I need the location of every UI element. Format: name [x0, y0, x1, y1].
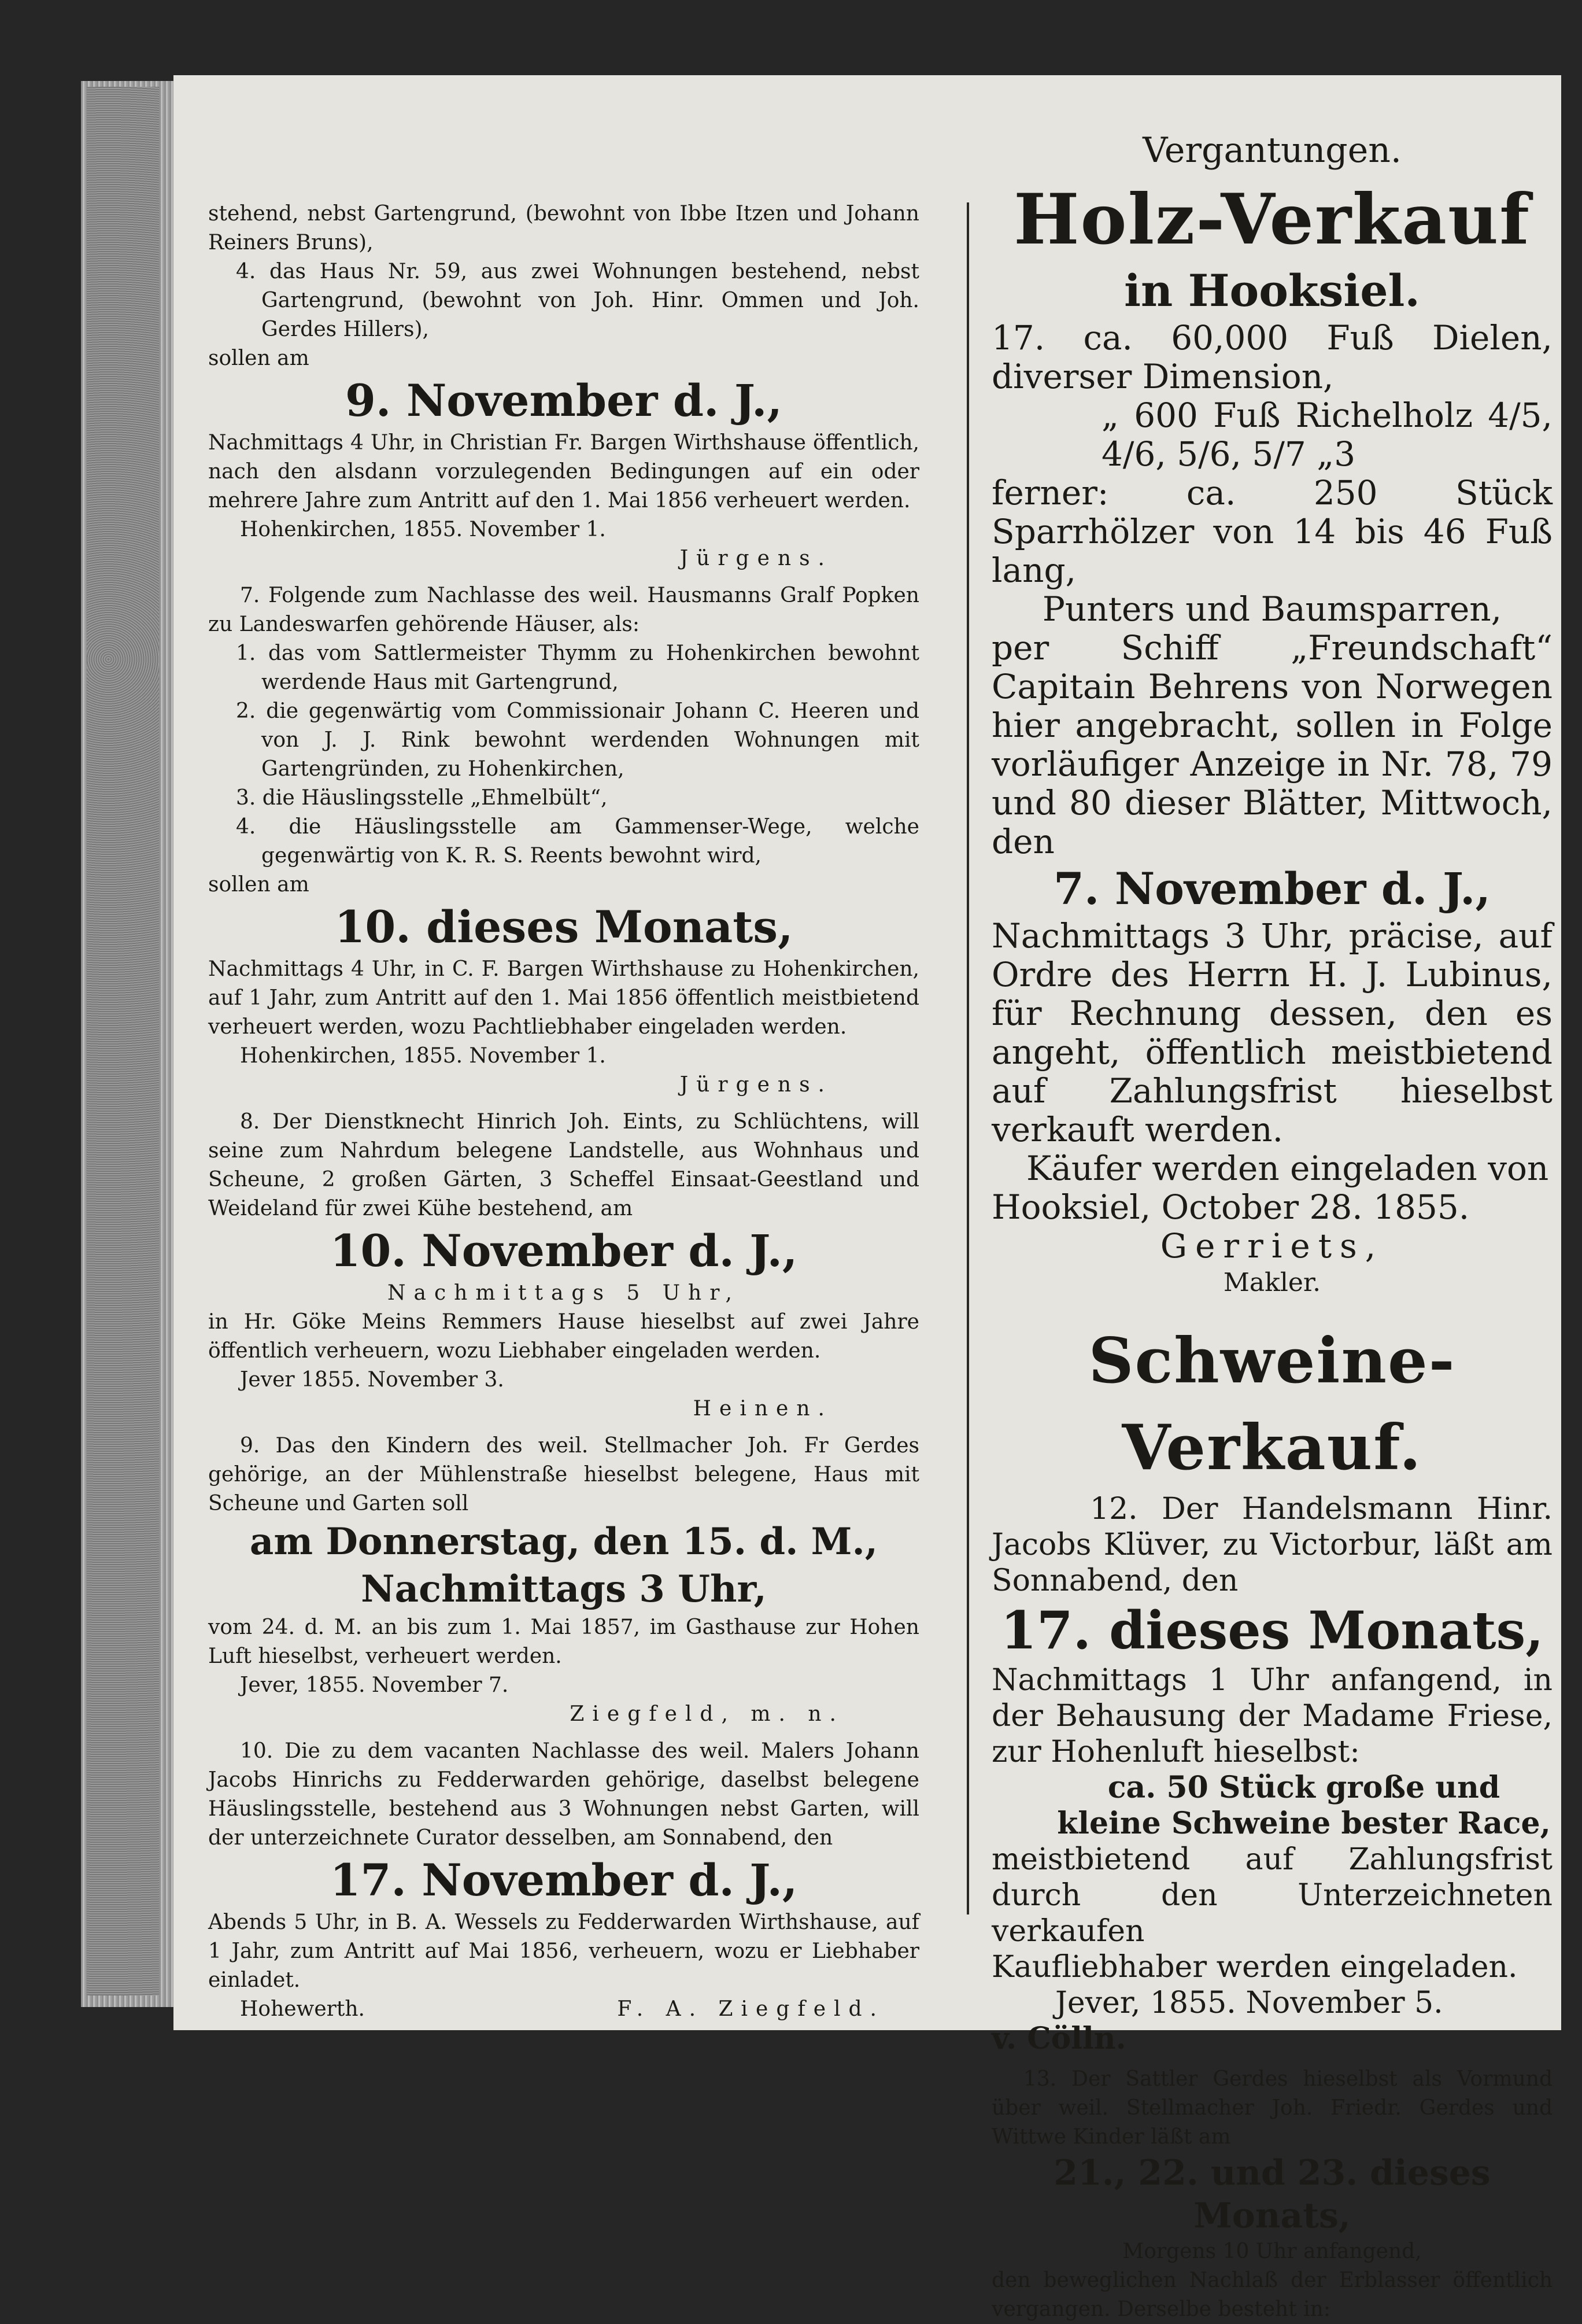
signature: v. Cölln. — [992, 2021, 1126, 2056]
text-block: Abends 5 Uhr, in B. A. Wessels zu Fedderwarden Wirthshause, auf 1 Jahr, zum Antritt auf Mai 1856, verheuern, wozu er Liebhaber einladet. — [208, 1910, 919, 1992]
place-date: Jever 1855. November 3. — [240, 1368, 504, 1392]
notice-text: 10. Die zu dem vacanten Nachlasse des weil. Malers Johann Jacobs Hinrichs zu Fedderwarden gehörige, daselbst belegene Häuslingsstelle, bestehend aus 3 Wohnungen nebst Garten, will der unterzeichnete Curator desselben, am Sonnabend, den — [208, 1739, 919, 1850]
place-date: Hohenkirchen, 1855. November 1. — [240, 518, 606, 541]
column-divider — [967, 202, 969, 1914]
signature: Jürgens. — [679, 547, 833, 570]
signature-line — [208, 1995, 919, 2024]
ad-text: 17. ca. 60,000 Fuß Dielen, diverser Dimension, — [992, 318, 1553, 396]
ad-text: „ 600 Fuß Richelholz 4/5, 4/6, 5/6, 5/7 „3 — [1102, 396, 1553, 474]
signature: Jürgens. — [679, 1073, 833, 1097]
signature: Heinen. — [693, 1397, 833, 1421]
ad-text: ca. 50 Stück große und kleine Schweine bester Race, — [1057, 1770, 1551, 1841]
place-date: Hooksiel, October 28. 1855. — [992, 1187, 1470, 1227]
date-heading: Nachmittags 3 Uhr, — [361, 1567, 767, 1611]
list-item: 3. die Häuslingsstelle „Ehmelbült“, — [236, 786, 608, 810]
date-heading: 21., 22. und 23. dieses Monats, — [1054, 2153, 1491, 2236]
ad-text: meistbietend auf Zahlungsfrist durch den Unterzeichneten verkaufen — [992, 1842, 1553, 1949]
date-heading: 17. dieses Monats, — [1000, 1600, 1544, 1661]
notice-text: 13. Der Sattler Gerdes hieselbst als Vormund über weil. Stellmacher Joh. Friedr. Gerdes und Wittwe Kinder läßt am — [992, 2067, 1553, 2149]
date-heading: am Donnerstag, den 15. d. M., — [249, 1520, 878, 1563]
text-block: in Hr. Göke Meins Remmers Hause hieselbst auf zwei Jahre öffentlich verheuern, wozu Liebhaber eingeladen werden. — [208, 1310, 919, 1363]
date-heading: 10. dieses Monats, — [334, 901, 793, 953]
date-heading: 10. November d. J., — [330, 1225, 798, 1277]
section-title: Vergantungen. — [1143, 130, 1402, 171]
ad-headline: Schweine-Verkauf. — [1088, 1325, 1456, 1484]
notice-text: 8. Der Dienstknecht Hinrich Joh. Eints, zu Schlüchtens, will seine zum Nahrdum belegene Landstelle, aus Wohnhaus und Scheune, 2 großen Gärten, 3 Scheffel Einsaat-Geestland und Weideland für zwei Kühe bestehend, am — [208, 1110, 919, 1220]
ad-text: 12. Der Handelsmann Hinr. Jacobs Klüver, zu Victorbur, läßt am Sonnabend, den — [992, 1492, 1553, 1598]
date-heading: 7. November d. J., — [1054, 863, 1491, 914]
text-block: den beweglichen Nachlaß der Erblasser öffentlich vergangen. Derselbe besteht in: — [992, 2268, 1553, 2321]
place-date: Hohenkirchen, 1855. November 1. — [240, 1044, 606, 1068]
left-column — [208, 200, 919, 2024]
list-item: 4. die Häuslingsstelle am Gammenser-Wege, welche gegenwärtig von K. R. S. Reents bewohnt wird, — [236, 815, 919, 868]
list-item: 1. das vom Sattlermeister Thymm zu Hohenkirchen bewohnt werdende Haus mit Gartengrund, — [236, 641, 919, 694]
right-column — [992, 124, 1553, 2324]
signature-title: Makler. — [1223, 1268, 1321, 1297]
ad-text: Punters und Baumsparren, — [1042, 589, 1502, 629]
ad-text: ferner: ca. 250 Stück Sparrhölzer von 14 bis 46 Fuß lang, — [992, 473, 1553, 590]
list-item: 4. das Haus Nr. 59, aus zwei Wohnungen bestehend, nebst Gartengrund, (bewohnt von Joh. Hinr. Ommen und Joh. Gerdes Hillers), — [236, 260, 919, 341]
place-date: Jever, 1855. November 7. — [240, 1673, 509, 1697]
ad-text: Käufer werden eingeladen von — [1026, 1149, 1549, 1188]
ad-text: Nachmittags 1 Uhr anfangend, in der Behausung der Madame Friese, zur Hohenluft hieselbst: — [992, 1663, 1553, 1769]
signature: Gerriets, — [1160, 1226, 1384, 1266]
ad-text: per Schiff „Freundschaft“ Capitain Behrens von Norwegen hier angebracht, sollen in Folge vorläufiger Anzeige in Nr. 78, 79 und 80 dieser Blätter, Mittwoch, den — [992, 628, 1553, 861]
notice-text: 7. Folgende zum Nachlasse des weil. Hausmanns Gralf Popken zu Landeswarfen gehörende Häuser, als: — [208, 584, 919, 636]
text-block: Nachmittags 4 Uhr, in Christian Fr. Bargen Wirthshause öffentlich, nach den alsdann vorzulegenden Bedingungen auf ein oder mehrere Jahre zum Antritt auf den 1. Mai 1856 verheuert werden. — [208, 431, 919, 512]
date-heading: 9. November d. J., — [345, 375, 782, 426]
text-block: vom 24. d. M. an bis zum 1. Mai 1857, im Gasthause zur Hohen Luft hieselbst, verheuert werden. — [208, 1615, 919, 1668]
list-item: 2. die gegenwärtig vom Commissionair Johann C. Heeren und von J. J. Rink bewohnt werdenden Wohnungen mit Gartengründen, zu Hohenkirchen, — [236, 699, 919, 781]
signature: Ziegfeld, m. n. — [570, 1702, 844, 1726]
ad-text: Kaufliebhaber werden eingeladen. — [992, 1950, 1518, 1984]
text-block: stehend, nebst Gartengrund, (bewohnt von Ibbe Itzen und Johann Reiners Bruns), — [208, 202, 919, 254]
time-line: Morgens 10 Uhr anfangend, — [1122, 2240, 1422, 2263]
time-line: Nachmittags 5 Uhr, — [387, 1281, 740, 1305]
date-heading: 17. November d. J., — [330, 1854, 798, 1906]
ad-subheadline: in Hooksiel. — [1124, 265, 1420, 316]
place-date: Jever, 1855. November 5. — [1055, 1986, 1443, 2020]
notice-text: 9. Das den Kindern des weil. Stellmacher Joh. Fr Gerdes gehörige, an der Mühlenstraße hieselbst belegene, Haus mit Scheune und Garten soll — [208, 1434, 919, 1515]
ad-text: Nachmittags 3 Uhr, präcise, auf Ordre des Herrn H. J. Lubinus, für Rechnung dessen, den es angeht, öffentlich meistbietend auf Zahlungsfrist hieselbst verkauft werden. — [992, 916, 1553, 1149]
text-block: sollen am — [208, 346, 309, 370]
text-block: Nachmittags 4 Uhr, in C. F. Bargen Wirthshause zu Hohenkirchen, auf 1 Jahr, zum Antritt auf den 1. Mai 1856 öffentlich meistbietend verheuert werden, wozu Pachtliebhaber eingeladen werden. — [208, 957, 919, 1039]
signature: F. A. Ziegfeld. — [617, 1997, 885, 2021]
text-block: sollen am — [208, 873, 309, 897]
book-cover — [87, 87, 159, 1995]
ad-headline: Holz-Verkauf — [1014, 179, 1531, 260]
place: Hohewerth. — [240, 1997, 365, 2021]
